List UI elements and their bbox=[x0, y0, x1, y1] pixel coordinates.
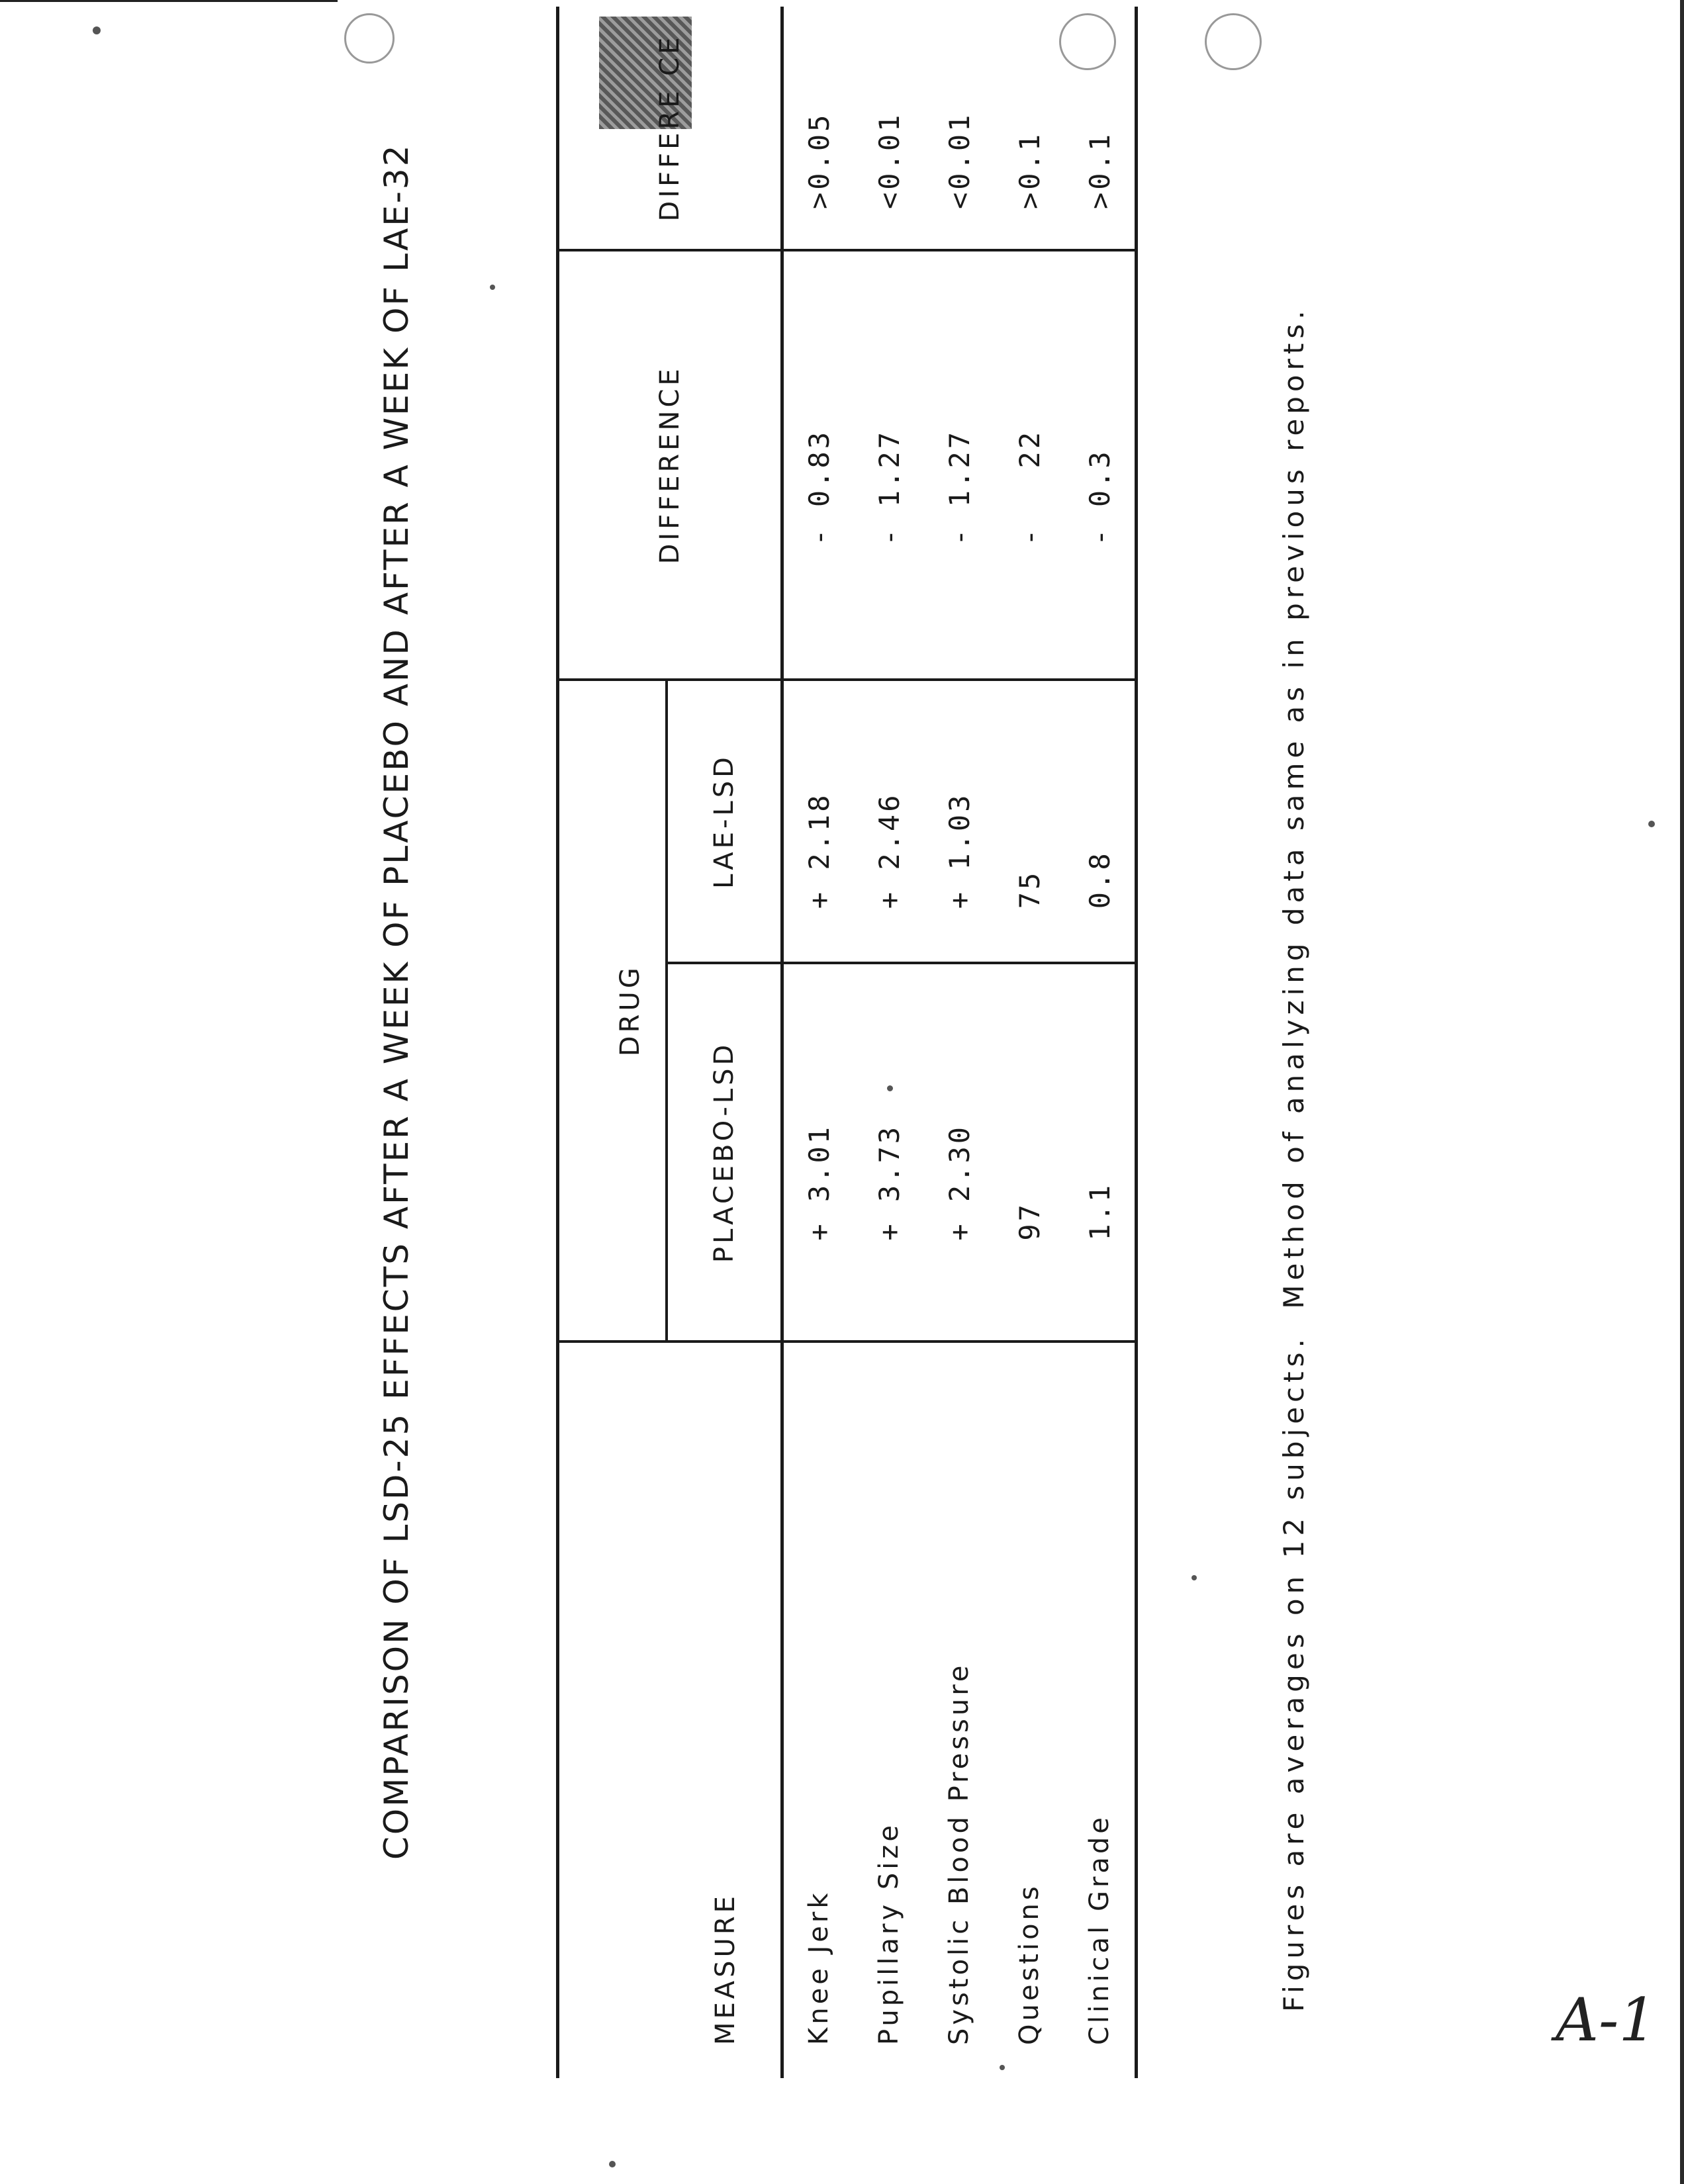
header-difference: DIFFERENCE bbox=[558, 250, 782, 680]
significance-cell: >0.1 bbox=[1064, 7, 1137, 250]
measure-cell: Questions bbox=[1014, 1883, 1045, 2045]
document-title: COMPARISON OF LSD-25 EFFECTS AFTER A WEEK OF PLACEBO AND AFTER A WEEK OF LAE-32 bbox=[377, 143, 416, 1860]
header-lae-lsd: LAE-LSD bbox=[667, 680, 782, 964]
significance-cell: <0.01 bbox=[924, 7, 994, 250]
lae-lsd-cell: 0.8 bbox=[1064, 680, 1137, 964]
lae-lsd-cell: + 2.46 bbox=[854, 680, 924, 964]
difference-cell: - 0.3 bbox=[1064, 250, 1137, 680]
header-measure: MEASURE bbox=[710, 1893, 741, 2045]
header-significance: DIFFERE CE bbox=[558, 7, 782, 250]
header-placebo-lsd: PLACEBO-LSD bbox=[667, 963, 782, 1341]
header-drug: DRUG bbox=[558, 680, 667, 1342]
significance-cell: <0.01 bbox=[854, 7, 924, 250]
significance-cell: >0.05 bbox=[782, 7, 855, 250]
footnote bbox=[1278, 294, 1310, 2012]
table-row bbox=[854, 7, 924, 2078]
measure-cell: Systolic Blood Pressure bbox=[944, 1662, 974, 2045]
difference-cell: - 1.27 bbox=[924, 250, 994, 680]
table-row bbox=[924, 7, 994, 2078]
lae-lsd-cell: + 1.03 bbox=[924, 680, 994, 964]
lae-lsd-cell: + 2.18 bbox=[782, 680, 855, 964]
table-row bbox=[782, 7, 855, 2078]
placebo-lsd-cell: 97 bbox=[994, 963, 1064, 1341]
significance-cell: >0.1 bbox=[994, 7, 1064, 250]
measure-cell: Pupillary Size bbox=[874, 1822, 904, 2045]
measure-cell: Knee Jerk bbox=[804, 1889, 834, 2045]
difference-cell: - 1.27 bbox=[854, 250, 924, 680]
results-table bbox=[556, 7, 1138, 2078]
table-header-row bbox=[558, 7, 667, 2078]
difference-cell: - 0.83 bbox=[782, 250, 855, 680]
table-row bbox=[1064, 7, 1137, 2078]
lae-lsd-cell: 75 bbox=[994, 680, 1064, 964]
difference-cell: - 22 bbox=[994, 250, 1064, 680]
measure-cell: Clinical Grade bbox=[1084, 1814, 1115, 2045]
footnote-sentence-1: Figures are averages on 12 subjects. bbox=[1278, 1334, 1310, 2012]
placebo-lsd-cell: + 3.73 bbox=[854, 963, 924, 1341]
footnote-sentence-2: Method of analyzing data same as in previous reports. bbox=[1278, 306, 1310, 1309]
table-row bbox=[994, 7, 1064, 2078]
placebo-lsd-cell: 1.1 bbox=[1064, 963, 1137, 1341]
placebo-lsd-cell: + 3.01 bbox=[782, 963, 855, 1341]
placebo-lsd-cell: + 2.30 bbox=[924, 963, 994, 1341]
handwritten-page-mark: A-1 bbox=[1556, 1985, 1657, 2055]
